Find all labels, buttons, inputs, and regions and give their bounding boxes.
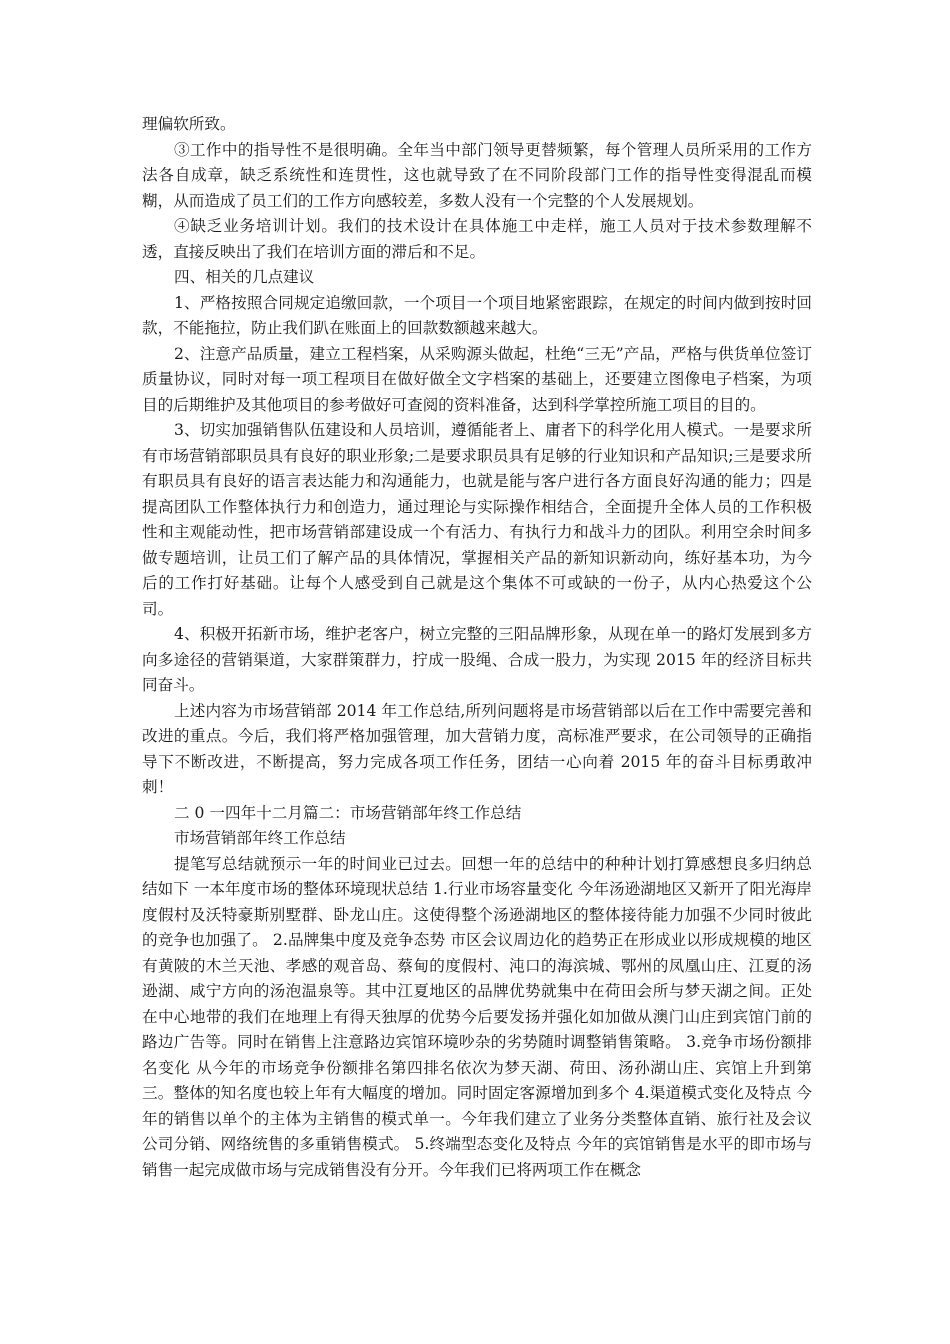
paragraph: ④缺乏业务培训计划。我们的技术设计在具体施工中走样，施工人员对于技术参数理解不透，直接反映出了我们在培训方面的滞后和不足。 (142, 217, 812, 261)
paragraph: 3、切实加强销售队伍建设和人员培训，遵循能者上、庸者下的科学化用人模式。一是要求所有市场营销部职员具有良好的职业形象;二是要求职员具有足够的行业知识和产品知识;三是要求所有职员具有良好的语言表达能力和沟通能力，也就是能与客户进行各方面良好沟通的能力；四是提高团队工作整体执行力和创造力，通过理论与实际操作相结合，全面提升全体人员的工作积极性和主观能动性，把市场营销部建设成一个有活力、有执行力和战斗力的团队。利用空余时间多做专题培训，让员工们了解产品的具体情况，掌握相关产品的新知识新动向，练好基本功，为今后的工作打好基础。让每个人感受到自己就是这个集体不可或缺的一份子，从内心热爱这个公司。 (142, 421, 812, 618)
paragraph: 提笔写总结就预示一年的时间业已过去。回想一年的总结中的种种计划打算感想良多归纳总结如下 一本年度市场的整体环境现状总结 1.行业市场容量变化 今年汤逊湖地区又新开了阳光海岸度假村及沃特豪斯别墅群、卧龙山庄。这使得整个汤逊湖地区的整体接待能力加强不少同时彼此的竞争也加强了。 2.品牌集中度及竞争态势 市区会议周边化的趋势正在形成业以形成规模的地区有黄陂的木兰天池、孝感的观音岛、蔡甸的度假村、沌口的海滨城、鄂州的凤凰山庄、江夏的汤逊湖、咸宁方向的汤泡温泉等。其中江夏地区的品牌优势就集中在荷田会所与梦天湖之间。正处在中心地带的我们在地理上有得天独厚的优势今后要发扬并强化如加做从澳门山庄到宾馆门前的路边广告等。同时在销售上注意路边宾馆环境吵杂的劣势随时调整销售策略。 3.竞争市场份额排名变化 从今年的市场竞争份额排名第四排名依次为梦天湖、荷田、汤孙湖山庄、宾馆上升到第三。整体的知名度也较上年有大幅度的增加。同时固定客源增加到多个 4.渠道模式变化及特点 今年的销售以单个的主体为主销售的模式单一。今年我们建立了业务分类整体直销、旅行社及会议公司分销、网络统售的多重销售模式。 5.终端型态变化及特点 今年的宾馆销售是水平的即市场与销售一起完成做市场与完成销售没有分开。今年我们已将两项工作在概念 (142, 854, 812, 1179)
paragraph: 2、注意产品质量，建立工程档案，从采购源头做起，杜绝“三无”产品，严格与供货单位签订质量协议，同时对每一项工程项目在做好做全文字档案的基础上，还要建立图像电子档案，为项目的后期维护及其他项目的参考做好可查阅的资料准备，达到科学掌控所施工项目的目的。 (142, 344, 812, 414)
document-body (142, 112, 812, 1183)
date-line: 二 0 一四年十二月篇二：市场营销部年终工作总结 (174, 803, 522, 822)
paragraph: ③工作中的指导性不是很明确。全年当中部门领导更替频繁，每个管理人员所采用的工作方法各自成章，缺乏系统性和连贯性，这也就导致了在不同阶段部门工作的指导性变得混乱而模糊，从而造成了员工们的工作方向感较差，多数人没有一个完整的个人发展规划。 (142, 140, 812, 210)
section-heading: 四、相关的几点建议 (174, 268, 315, 286)
article-title: 市场营销部年终工作总结 (174, 829, 346, 847)
paragraph: 上述内容为市场营销部 2014 年工作总结,所列问题将是市场营销部以后在工作中需要完善和改进的重点。今后，我们将严格加强管理，加大营销力度，高标准严要求，在公司领导的正确指导下不断改进，不断提高，努力完成各项工作任务，团结一心向着 2015 年的奋斗目标勇敢冲刺！ (142, 701, 812, 796)
paragraph: 理偏软所致。 (142, 115, 236, 133)
paragraph: 4、积极开拓新市场，维护老客户，树立完整的三阳品牌形象，从现在单一的路灯发展到多方向多途径的营销渠道，大家群策群力，拧成一股绳、合成一股力，为实现 2015 年的经济目标共同奋斗。 (142, 625, 812, 694)
paragraph: 1、严格按照合同规定追缴回款，一个项目一个项目地紧密跟踪，在规定的时间内做到按时回款，不能拖拉，防止我们趴在账面上的回款数额越来越大。 (142, 293, 812, 337)
